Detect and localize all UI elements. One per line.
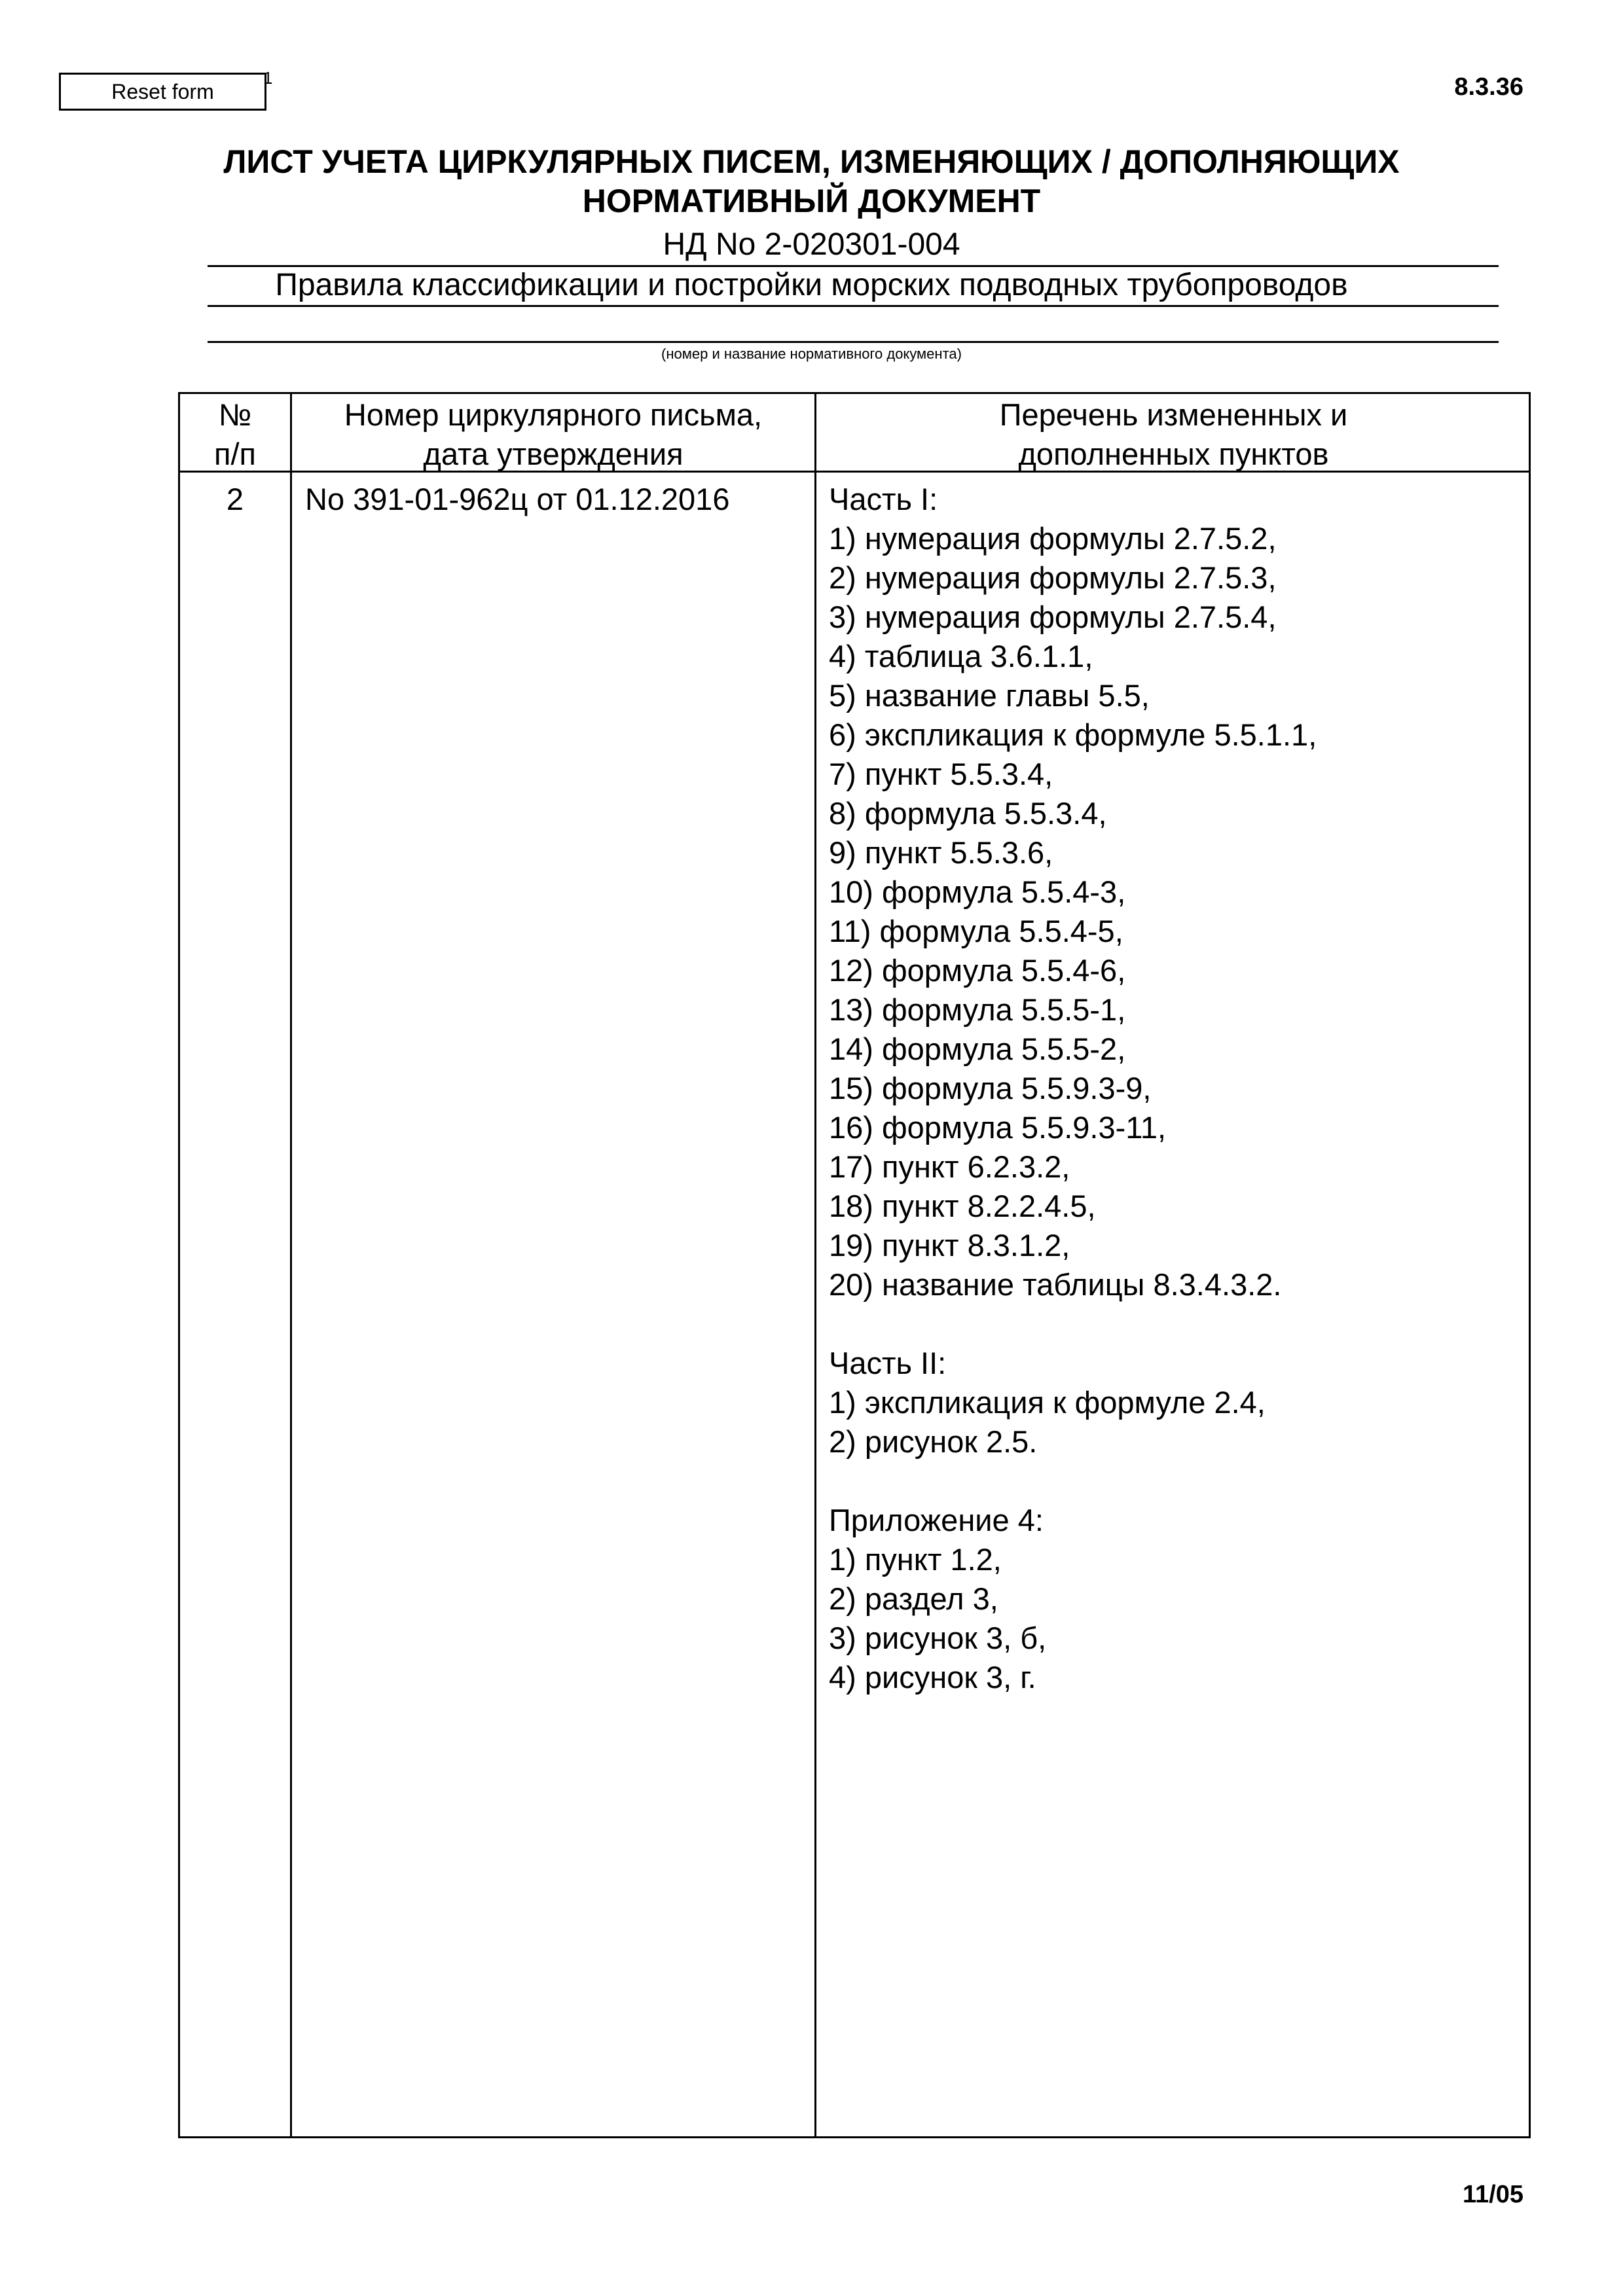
document-code: 8.3.36 <box>1454 73 1523 101</box>
row-number: 2 <box>226 482 244 516</box>
table-column-divider <box>290 392 292 2138</box>
divider <box>208 341 1499 343</box>
document-name: Правила классификации и постройки морских подводных трубопроводов <box>275 268 1348 302</box>
table-column-divider <box>814 392 816 2138</box>
document-name-hint: (номер и название нормативного документа) <box>661 346 962 362</box>
header-number: № п/п <box>214 397 256 471</box>
page-code: 11/05 <box>1463 2181 1523 2208</box>
header-changed-items: Перечень измененных и дополненных пунктов <box>999 397 1348 471</box>
reset-form-button[interactable]: Reset form <box>59 73 266 111</box>
divider <box>208 305 1499 307</box>
corner-mark: 1 <box>263 68 273 88</box>
nd-number: НД No 2-020301-004 <box>663 227 960 262</box>
page-title-line2: НОРМАТИВНЫЙ ДОКУМЕНТ <box>582 183 1041 219</box>
header-circular-letter: Номер циркулярного письма, дата утверждения <box>344 397 763 471</box>
row-changed-items-list: Часть I: 1) нумерация формулы 2.7.5.2, 2) нумерация формулы 2.7.5.3, 3) нумерация формулы 2.7.5.4, 4) таблица 3.6.1.1, 5) название главы 5.5, 6) экспликация к формуле 5.5.1.1, 7) пункт 5.5.3.4, 8) формула 5.5.3.4, 9) пункт 5.5.3.6, 10) формула 5.5.4-3, 11) формула 5.5.4-5, 12) формула 5.5.4-6, 13) формула 5.5.5-1, 14) формула 5.5.5-2, 15) формула 5.5.9.3-9, 16) формула 5.5.9.3-11, 17) пункт 6.2.3.2, 18) пункт 8.2.2.4.5, 19) пункт 8.3.1.2, 20) название таблицы 8.3.4.3.2. Часть II: 1) экспликация к формуле 2.4, 2) рисунок 2.5. Приложение 4: 1) пункт 1.2, 2) раздел 3, 3) рисунок 3, б, 4) рисунок 3, г. <box>829 482 1317 1695</box>
row-circular-letter: No 391-01-962ц от 01.12.2016 <box>305 482 730 516</box>
page-title-line1: ЛИСТ УЧЕТА ЦИРКУЛЯРНЫХ ПИСЕМ, ИЗМЕНЯЮЩИХ / ДОПОЛНЯЮЩИХ <box>223 143 1400 180</box>
